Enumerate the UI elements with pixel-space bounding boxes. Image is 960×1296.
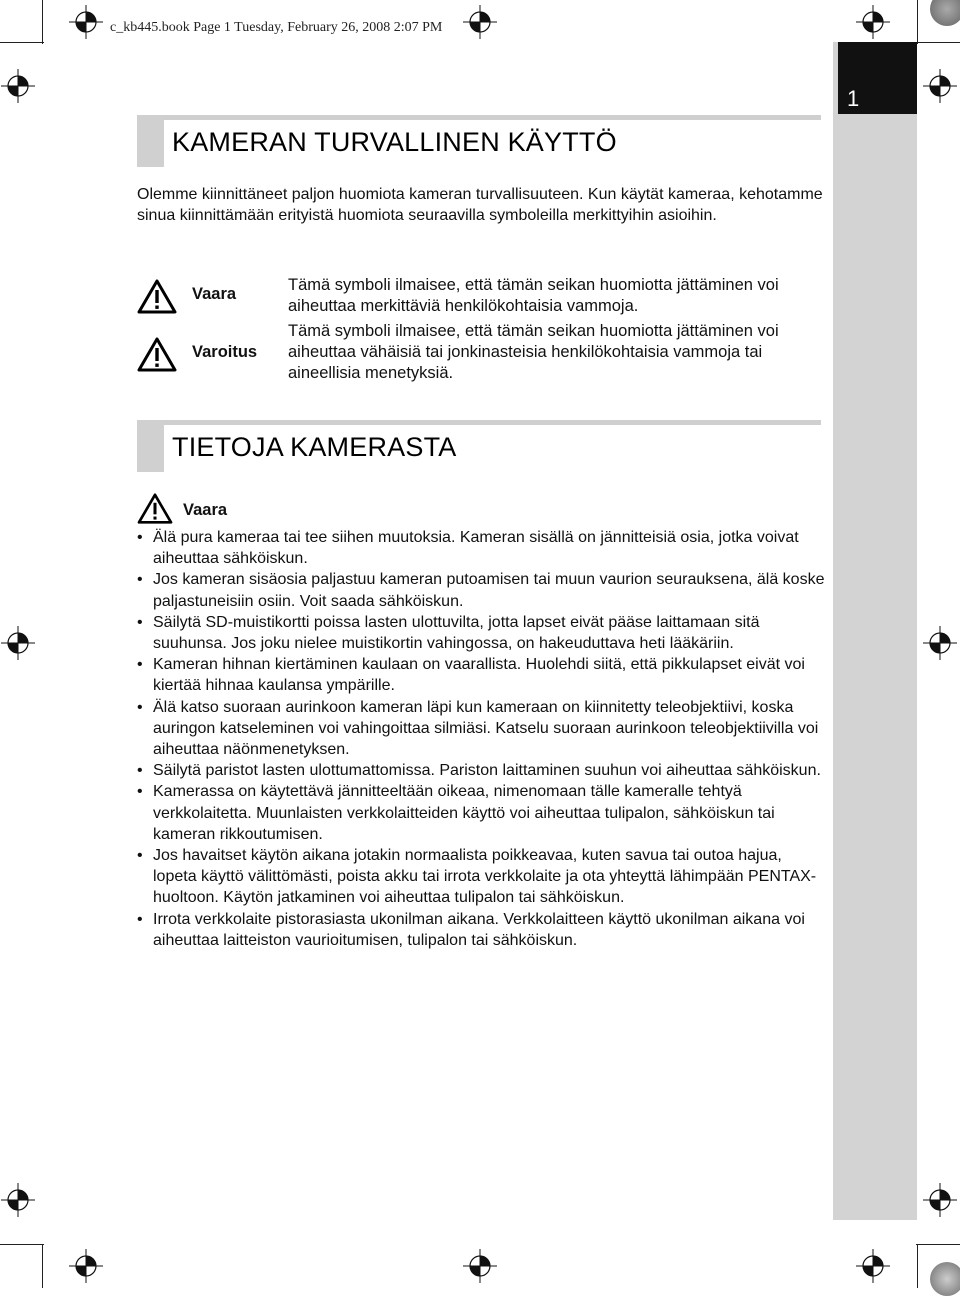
color-calibration-circle [930, 0, 960, 26]
list-item: • Säilytä paristot lasten ulottumattomissa. Pariston laittaminen suuhun voi aiheuttaa sähköiskun. [137, 760, 827, 781]
list-item: • Älä pura kameraa tai tee siihen muutoksia. Kameran sisällä on jännitteisiä osia, jotka voivat aiheuttaa sähköiskun. [137, 527, 827, 569]
color-calibration-circle [930, 1262, 960, 1296]
warning-triangle-icon [137, 493, 173, 525]
registration-mark-icon [1, 69, 35, 103]
danger-label: Vaara [183, 501, 228, 519]
registration-mark-icon [463, 1249, 497, 1283]
crop-mark [0, 1244, 44, 1245]
symbol-label: Varoitus [192, 343, 258, 361]
crop-mark [917, 0, 918, 44]
registration-mark-icon [856, 5, 890, 39]
list-item: • Älä katso suoraan aurinkoon kameran läpi kun kameraan on kiinnitetty teleobjektiivi, koska auringon katseleminen voi vahingoittaa silmiäsi. Katselu suoraan aurinkoon teleobjektiivilla voi aiheuttaa näönmenetyksen. [137, 697, 827, 761]
chapter-side-bar [833, 42, 917, 1220]
registration-mark-icon [923, 1183, 957, 1217]
list-item: • Säilytä SD-muistikortti poissa lasten ulottuvilta, jotta lapset eivät pääse laittamaan sitä suuhunsa. Jos joku nielee muistikortin vahingossa, on hakeuduttava heti lääkäriin. [137, 612, 827, 654]
section-heading [137, 420, 821, 472]
warning-triangle-icon [137, 337, 177, 373]
page-header: c_kb445.book Page 1 Tuesday, February 26, 2008 2:07 PM [110, 20, 443, 35]
registration-mark-icon [69, 1249, 103, 1283]
registration-mark-icon [923, 69, 957, 103]
heading-rule [164, 420, 821, 425]
list-item: • Kamerassa on käytettävä jännitteeltään oikeaa, nimenomaan tälle kameralle tehtyä verkkolaitetta. Muunlaisten verkkolaitteiden käyttö voi aiheuttaa tulipalon, sähköiskun tai kameran rikkoutumisen. [137, 781, 827, 845]
heading-accent-bar [137, 115, 164, 167]
symbol-description: Tämä symboli ilmaisee, että tämän seikan huomiotta jättäminen voi aiheuttaa merkittäviä henkilökohtaisia vammoja. [288, 276, 779, 315]
list-item: • Jos havaitset käytön aikana jotakin normaalista poikkeavaa, kuten savua tai outoa hajua, lopeta käyttö välittömästi, poista akku tai irrota verkkolaite ja ota yhteyttä lähimpään PENTAX-huoltoon. Käytön jatkaminen voi aiheuttaa tulipalon tai sähköiskun. [137, 845, 827, 909]
list-item: • Kameran hihnan kiertäminen kaulaan on vaarallista. Huolehdi siitä, että pikkulapset eivät voi kiertää hihnaa kaulansa ympärille. [137, 654, 827, 696]
crop-mark [0, 42, 44, 43]
crop-mark [42, 1244, 43, 1288]
section-title: KAMERAN TURVALLINEN KÄYTTÖ [172, 127, 617, 157]
crop-mark [916, 42, 960, 43]
section-heading [137, 115, 821, 167]
safety-list [137, 527, 827, 951]
crop-mark [42, 0, 43, 44]
registration-mark-icon [1, 626, 35, 660]
section-title: TIETOJA KAMERASTA [172, 432, 457, 462]
symbol-label: Vaara [192, 285, 237, 303]
symbol-description: Tämä symboli ilmaisee, että tämän seikan huomiotta jättäminen voi aiheuttaa vähäisiä tai jonkinasteisia henkilökohtaisia vammoja tai aineellisia menetyksiä. [288, 322, 779, 382]
registration-mark-icon [463, 5, 497, 39]
chapter-number: 1 [847, 86, 860, 111]
crop-mark [917, 1244, 918, 1288]
intro-paragraph: Olemme kiinnittäneet paljon huomiota kameran turvallisuuteen. Kun käytät kameraa, kehotamme sinua kiinnittämään erityistä huomiota seuraavilla symboleilla merkittyihin asioihin. [137, 186, 823, 224]
list-item: • Irrota verkkolaite pistorasiasta ukonilman aikana. Verkkolaitteen käyttö ukonilman aikana voi aiheuttaa laitteiston vaurioitumisen, tulipalon tai sähköiskun. [137, 909, 827, 951]
registration-mark-icon [1, 1183, 35, 1217]
list-item: • Jos kameran sisäosia paljastuu kameran putoamisen tai muun vaurion seurauksena, älä koske paljastuneisiin osiin. Voit saada sähköiskun. [137, 569, 827, 611]
heading-accent-bar [137, 420, 164, 472]
heading-rule [164, 115, 821, 120]
warning-triangle-icon [137, 279, 177, 315]
registration-mark-icon [69, 5, 103, 39]
registration-mark-icon [856, 1249, 890, 1283]
crop-mark [916, 1244, 960, 1245]
registration-mark-icon [923, 626, 957, 660]
